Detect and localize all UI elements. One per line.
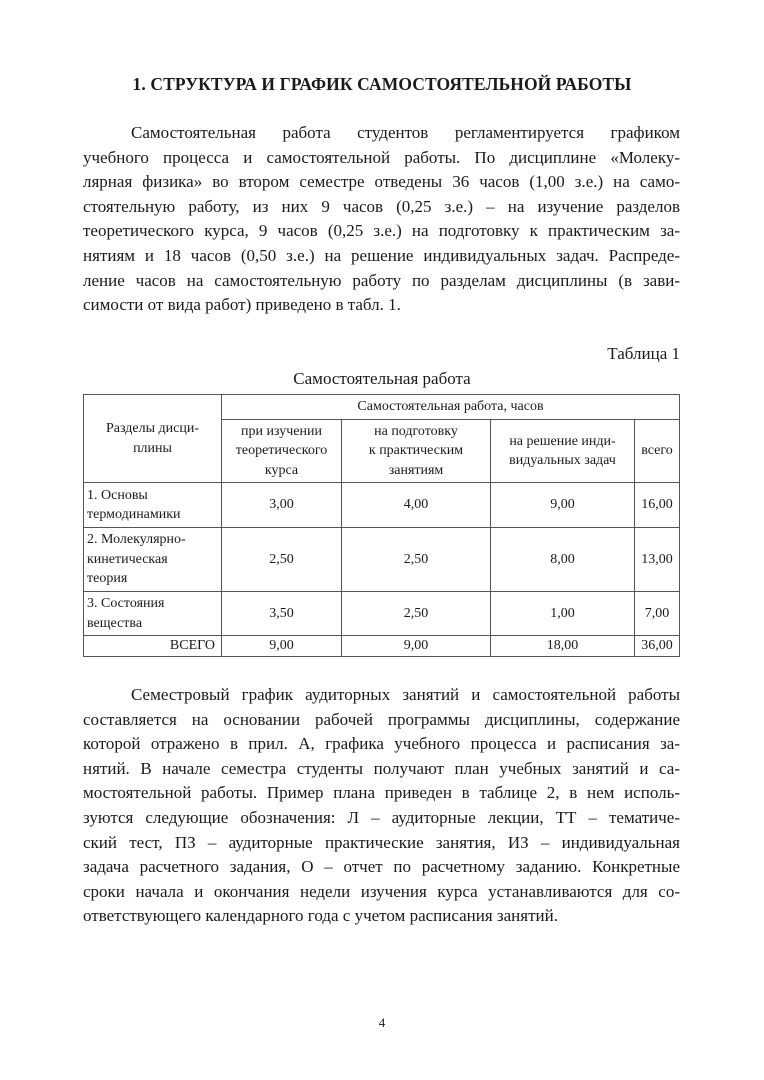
value-cell: 1,00 xyxy=(491,592,635,636)
total-value: 9,00 xyxy=(342,636,491,657)
value-cell: 2,50 xyxy=(342,592,491,636)
header-line: на решение инди- xyxy=(509,433,616,449)
section-line: теория xyxy=(87,571,128,587)
total-value: 9,00 xyxy=(222,636,342,657)
header-group: Самостоятельная работа, часов xyxy=(222,395,680,420)
section-line: термодинамики xyxy=(87,507,181,522)
paragraph-line: Самостоятельная работа студентов регламентируется графиком xyxy=(131,123,680,142)
paragraph-line: задача расчетного задания, О – отчет по расчетному заданию. Конкретные xyxy=(83,857,680,877)
value-cell: 8,00 xyxy=(491,528,635,592)
paragraph-line: стоятельную работу, из них 9 часов (0,25 з.е.) – на изучение разделов xyxy=(83,196,680,216)
total-row xyxy=(84,636,680,657)
value-cell: 2,50 xyxy=(342,528,491,592)
page-number: 4 xyxy=(378,1015,386,1030)
paragraph-line: ответствующего календарного года с учетом расписания занятий. xyxy=(83,906,558,926)
value-cell: 3,50 xyxy=(222,592,342,636)
header-line: курса xyxy=(264,462,299,478)
value-cell: 9,00 xyxy=(491,483,635,528)
paragraph-line: нятиям и 18 часов (0,50 з.е.) на решение индивидуальных задач. Распреде- xyxy=(83,245,680,265)
total-label: ВСЕГО xyxy=(84,636,222,657)
value-cell: 3,00 xyxy=(222,483,342,528)
header-line: занятиям xyxy=(388,462,444,478)
total-value: 36,00 xyxy=(635,636,680,657)
section-cell xyxy=(84,528,222,592)
header-line: к практическим xyxy=(368,443,464,459)
paragraph-line: нятий. В начале семестра студенты получают план учебных занятий и са- xyxy=(83,758,680,778)
section-cell xyxy=(84,592,222,636)
section-line: кинетическая xyxy=(87,551,168,567)
value-cell: 13,00 xyxy=(635,528,680,592)
header-practice xyxy=(342,420,491,483)
paragraph-line: зуются следующие обозначения: Л – аудиторные лекции, ТТ – тематиче- xyxy=(83,807,680,827)
table-row xyxy=(84,483,680,528)
section-line: вещества xyxy=(87,615,143,631)
paragraph-line: составляется на основании рабочей программы дисциплины, содержание xyxy=(83,709,680,729)
header-tasks xyxy=(491,420,635,483)
paragraph-line: сроки начала и окончания недели изучения курса устанавливаются для со- xyxy=(83,881,680,901)
value-cell: 2,50 xyxy=(222,528,342,592)
section-line: 3. Состояния xyxy=(87,596,165,611)
total-value: 18,00 xyxy=(491,636,635,657)
paragraph-line: мостоятельной работы. Пример плана приведен в таблице 2, в нем исполь- xyxy=(83,783,680,803)
table-row xyxy=(84,592,680,636)
header-line: Разделы дисци- xyxy=(106,421,199,436)
header-sections xyxy=(84,395,222,483)
header-line: плины xyxy=(133,440,172,456)
paragraph-line: симости от вида работ) приведено в табл. 1. xyxy=(83,295,401,315)
value-cell: 16,00 xyxy=(635,483,680,528)
paragraph-line: учебного процесса и самостоятельной работы. По дисциплине «Молеку- xyxy=(83,147,680,167)
value-cell: 7,00 xyxy=(635,592,680,636)
table-label: Таблица 1 xyxy=(607,344,680,363)
paragraph-line: теоретического курса, 9 часов (0,25 з.е.) на подготовку к практическим за- xyxy=(83,221,680,241)
table-title: Самостоятельная работа xyxy=(293,369,471,388)
paragraph-line: которой отражено в прил. А, графика учебного процесса и расписания за- xyxy=(83,734,680,754)
self-study-table xyxy=(83,394,680,657)
header-line: теоретического xyxy=(235,443,328,459)
paragraph-line: Семестровый график аудиторных занятий и самостоятельной работы xyxy=(131,685,680,704)
header-line: при изучении xyxy=(241,423,322,439)
header-line: всего xyxy=(641,443,673,459)
header-line: видуальных задач xyxy=(509,453,616,468)
section-line: 1. Основы xyxy=(87,487,148,503)
paragraph-line: ление часов на самостоятельную работу по разделам дисциплины (в зави- xyxy=(83,270,680,290)
section-heading: 1. СТРУКТУРА И ГРАФИК САМОСТОЯТЕЛЬНОЙ РАБОТЫ xyxy=(132,74,632,94)
header-total xyxy=(635,420,680,483)
header-line: на подготовку xyxy=(374,423,458,439)
header-theory xyxy=(222,420,342,483)
paragraph-line: лярная физика» во втором семестре отведены 36 часов (1,00 з.е.) на само- xyxy=(83,172,680,192)
table-row xyxy=(84,528,680,592)
paragraph-line: ский тест, ПЗ – аудиторные практические занятия, ИЗ – индивидуальная xyxy=(83,832,680,852)
schedule-paragraph xyxy=(83,683,680,929)
section-line: 2. Молекулярно- xyxy=(87,532,186,548)
intro-paragraph xyxy=(83,121,680,318)
section-cell xyxy=(84,483,222,528)
value-cell: 4,00 xyxy=(342,483,491,528)
